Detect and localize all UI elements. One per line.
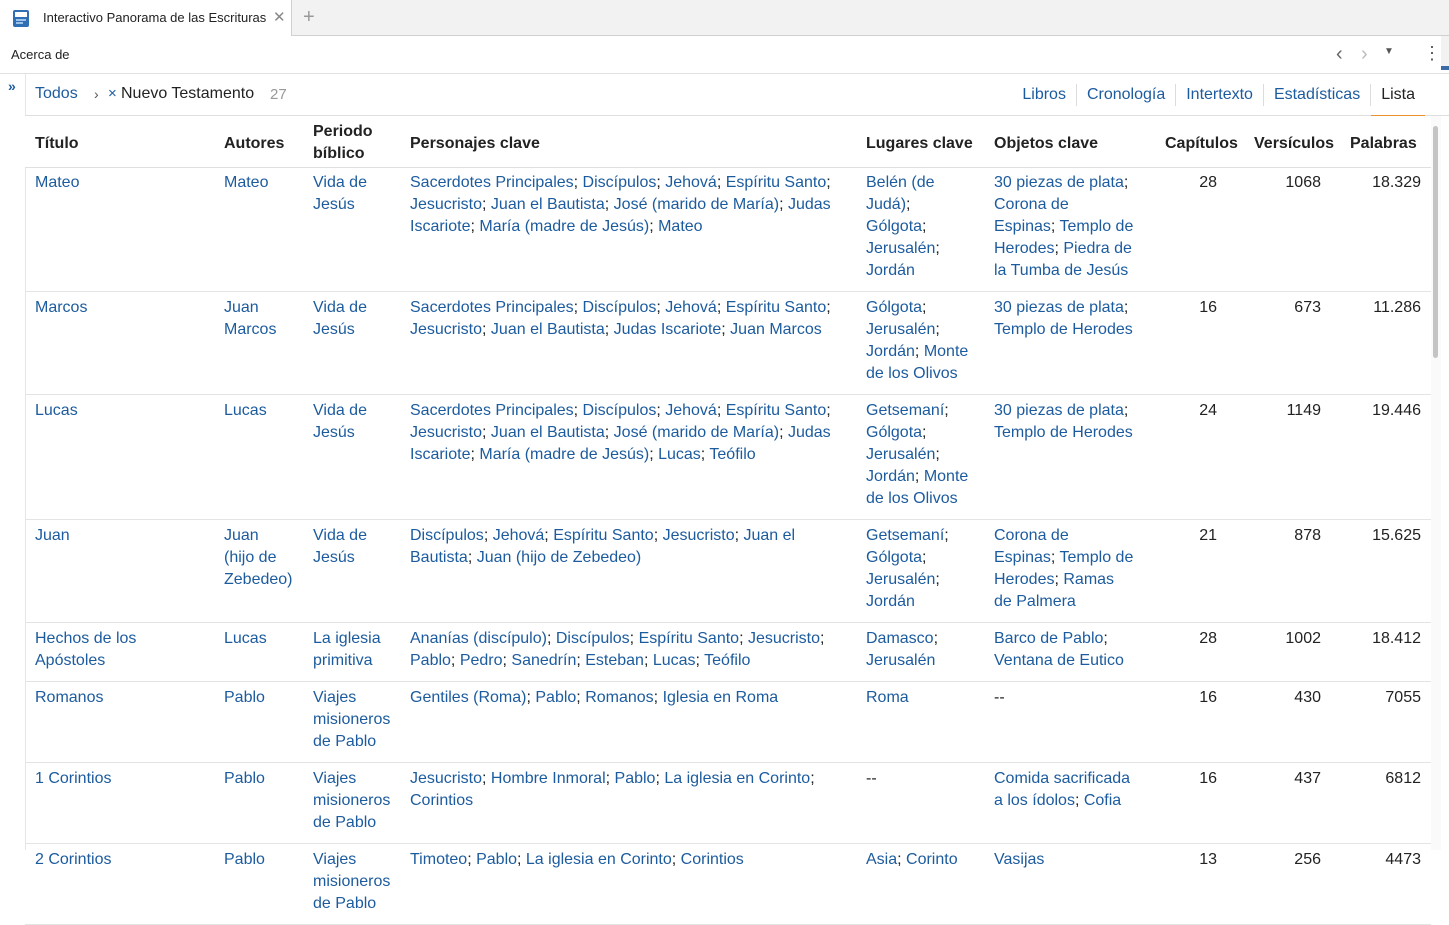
chapters-value: 16 <box>1144 763 1227 844</box>
sidebar-gutter <box>0 74 26 850</box>
empty-value: -- <box>994 689 1005 706</box>
place-link[interactable]: Jerusalén <box>866 571 936 588</box>
tab-view-1[interactable]: Cronología <box>1076 84 1175 106</box>
person-link[interactable]: Jehová <box>665 402 717 419</box>
person-link[interactable]: Jesucristo <box>662 527 735 544</box>
words-value: 15.625 <box>1331 520 1431 623</box>
place-link[interactable]: Gólgota <box>866 549 923 566</box>
person-link[interactable]: Espíritu Santo <box>725 402 827 419</box>
table-row: Hechos de los Apóstoles Lucas La iglesia primitiva Ananías (discípulo); Discípulos; Espíritu Santo; Jesucristo; Pablo; Pedro; Sanedrín; Esteban; Lucas; Teófilo Damasco; Jerusalén Barco de Pablo; Ventana de Eutico 28 1002 18.412 <box>25 623 1431 682</box>
words-value: 19.446 <box>1331 395 1431 520</box>
person-link[interactable]: Judas Iscariote <box>613 321 722 338</box>
verses-value: 1068 <box>1227 167 1331 292</box>
person-link[interactable]: Judas Iscariote <box>410 196 831 235</box>
object-link[interactable]: Ramas de Palmera <box>994 571 1115 610</box>
place-link[interactable]: Getsemaní <box>866 402 945 419</box>
person-link[interactable]: Juan el Bautista <box>410 527 796 566</box>
person-link[interactable]: Espíritu Santo <box>725 174 827 191</box>
tab-view-0[interactable]: Libros <box>1022 86 1066 103</box>
verses-value: 430 <box>1227 682 1331 763</box>
author-link[interactable]: Mateo <box>224 174 269 191</box>
close-icon[interactable]: ✕ <box>273 9 286 26</box>
person-link[interactable]: Espíritu Santo <box>638 630 740 647</box>
person-link[interactable]: Jesucristo <box>410 770 483 787</box>
object-link[interactable]: Comida sacrificada a los ídolos <box>994 770 1131 809</box>
person-link[interactable]: Jehová <box>665 299 717 316</box>
period-link[interactable]: Vida de Jesús <box>313 299 367 338</box>
chapters-value: 21 <box>1144 520 1227 623</box>
column-header-5[interactable]: Objetos clave <box>994 135 1099 152</box>
person-link[interactable]: Discípulos <box>555 630 630 647</box>
chapters-value: 24 <box>1144 395 1227 520</box>
tab-view-3[interactable]: Estadísticas <box>1263 84 1370 106</box>
column-header-6[interactable]: Capítulos <box>1165 135 1238 152</box>
place-link[interactable]: Asia <box>866 851 898 868</box>
author-link[interactable]: Pablo <box>224 689 265 706</box>
book-table <box>25 116 1431 912</box>
object-link[interactable]: Cofia <box>1083 792 1122 809</box>
person-link[interactable]: Pablo <box>476 851 518 868</box>
words-value: 11.286 <box>1331 292 1431 395</box>
place-link[interactable]: Jordán <box>866 593 915 610</box>
breadcrumb-separator: › <box>94 86 99 102</box>
about-link[interactable]: Acerca de <box>11 47 70 62</box>
panel-edge <box>1441 36 1449 70</box>
book-title-link[interactable]: Lucas <box>35 402 78 419</box>
book-title-link[interactable]: 2 Corintios <box>35 851 112 868</box>
book-title-link[interactable]: 1 Corintios <box>35 770 112 787</box>
person-link[interactable]: Sacerdotes Principales <box>410 174 574 191</box>
object-link[interactable]: Templo de Herodes <box>994 549 1134 588</box>
person-link[interactable]: Discípulos <box>582 402 657 419</box>
result-count: 27 <box>270 86 287 103</box>
words-value: 6812 <box>1331 763 1431 844</box>
place-link[interactable]: Jordán <box>866 468 915 485</box>
plus-icon[interactable]: + <box>303 6 315 28</box>
person-link[interactable]: Juan el Bautista <box>490 321 605 338</box>
table-header <box>25 116 1431 168</box>
person-link[interactable]: Pablo <box>535 689 577 706</box>
chevron-left-icon[interactable]: ‹ <box>1336 43 1343 65</box>
book-title-link[interactable]: Hechos de los Apóstoles <box>35 630 137 669</box>
column-header-8[interactable]: Palabras <box>1350 135 1417 152</box>
verses-value: 256 <box>1227 844 1331 925</box>
place-link[interactable]: Getsemaní <box>866 527 945 544</box>
person-link[interactable]: Iglesia en Roma <box>662 689 779 706</box>
person-link[interactable]: Discípulos <box>582 174 657 191</box>
tab-panorama[interactable] <box>0 0 292 36</box>
object-link[interactable]: Templo de Herodes <box>994 424 1133 441</box>
verses-value: 1002 <box>1227 623 1331 682</box>
person-link[interactable]: Espíritu Santo <box>725 299 827 316</box>
panel-toolbar <box>0 36 1449 74</box>
place-link[interactable]: Jordán <box>866 343 915 360</box>
double-chevron-right-icon[interactable]: » <box>8 78 16 94</box>
book-title-link[interactable]: Juan <box>35 527 70 544</box>
person-link[interactable]: Jesucristo <box>410 196 483 213</box>
person-link[interactable]: José (marido de María) <box>613 424 780 441</box>
words-value: 4473 <box>1331 844 1431 925</box>
chapters-value: 16 <box>1144 682 1227 763</box>
person-link[interactable]: Jesucristo <box>410 424 483 441</box>
place-link[interactable]: Monte de los Olivos <box>866 468 969 507</box>
person-link[interactable]: Sacerdotes Principales <box>410 299 574 316</box>
chapters-value: 16 <box>1144 292 1227 395</box>
object-link[interactable]: Barco de Pablo <box>994 630 1104 647</box>
chevron-right-icon[interactable]: › <box>1361 43 1368 65</box>
chapters-value: 13 <box>1144 844 1227 925</box>
author-link[interactable]: Lucas <box>224 630 267 647</box>
period-link[interactable]: La iglesia primitiva <box>313 630 381 669</box>
table-row: Lucas Lucas Vida de Jesús Sacerdotes Principales; Discípulos; Jehová; Espíritu Santo; Jesucristo; Juan el Bautista; José (marido de María); Judas Iscariote; María (madre de Jesús); Lucas; Teófilo Getsemaní; Gólgota; Jerusalén; Jordán; Monte de los Olivos 30 piezas de plata; Templo de Herodes 24 1149 19.446 <box>25 395 1431 520</box>
person-link[interactable]: La iglesia en Corinto <box>525 851 672 868</box>
verses-value: 673 <box>1227 292 1331 395</box>
column-header-0[interactable]: Título <box>35 135 79 152</box>
period-link[interactable]: Viajes misioneros de Pablo <box>313 770 391 831</box>
column-header-2[interactable]: Periodo bíblico <box>313 123 373 162</box>
place-link[interactable]: Roma <box>866 689 909 706</box>
object-link[interactable]: Piedra de la Tumba de Jesús <box>994 240 1132 279</box>
object-link[interactable]: Vasijas <box>994 851 1045 868</box>
place-link[interactable]: Jerusalén <box>866 240 936 257</box>
filter-bar <box>25 74 1449 116</box>
period-link[interactable]: Viajes misioneros de Pablo <box>313 851 391 912</box>
person-link[interactable]: Jehová <box>492 527 545 544</box>
person-link[interactable]: Jehová <box>665 174 717 191</box>
place-link[interactable]: Damasco <box>866 630 934 647</box>
person-link[interactable]: María (madre de Jesús) <box>479 218 650 235</box>
person-link[interactable]: José (marido de María) <box>613 196 780 213</box>
chapters-value: 28 <box>1144 623 1227 682</box>
person-link[interactable]: Teófilo <box>709 446 756 463</box>
book-title-link[interactable]: Marcos <box>35 299 88 316</box>
person-link[interactable]: La iglesia en Corinto <box>664 770 811 787</box>
person-link[interactable]: Discípulos <box>582 299 657 316</box>
place-link[interactable]: Belén (de Judá) <box>866 174 935 213</box>
tab-view-2[interactable]: Intertexto <box>1175 84 1263 106</box>
place-link[interactable]: Jerusalén <box>866 446 936 463</box>
person-link[interactable]: Juan (hijo de Zebedeo) <box>476 549 642 566</box>
place-link[interactable]: Gólgota <box>866 218 923 235</box>
place-link[interactable]: Jerusalén <box>866 321 936 338</box>
person-link[interactable]: Sanedrín <box>511 652 577 669</box>
column-header-3[interactable]: Personajes clave <box>410 135 540 152</box>
object-link[interactable]: Corona de Espinas <box>994 527 1069 566</box>
person-link[interactable]: Pablo <box>410 652 451 669</box>
person-link[interactable]: Hombre Inmoral <box>490 770 606 787</box>
person-link[interactable]: Lucas <box>658 446 701 463</box>
tab-view-4[interactable]: Lista <box>1370 84 1425 106</box>
chapters-value: 28 <box>1144 167 1227 292</box>
person-link[interactable]: Gentiles (Roma) <box>410 689 527 706</box>
breadcrumb-current: Nuevo Testamento <box>121 85 255 102</box>
column-header-7[interactable]: Versículos <box>1254 135 1335 152</box>
words-value: 18.329 <box>1331 167 1431 292</box>
place-link[interactable]: Jordán <box>866 262 915 279</box>
author-link[interactable]: Pablo <box>224 851 265 868</box>
person-link[interactable]: Mateo <box>658 218 703 235</box>
table-row: Marcos Juan Marcos Vida de Jesús Sacerdotes Principales; Discípulos; Jehová; Espíritu Santo; Jesucristo; Juan el Bautista; Judas Iscariote; Juan Marcos Gólgota; Jerusalén; Jordán; Monte de los Olivos 30 piezas de plata; Templo de Herodes 16 673 11.286 <box>25 292 1431 395</box>
person-link[interactable]: Espíritu Santo <box>553 527 654 544</box>
period-link[interactable]: Vida de Jesús <box>313 402 367 441</box>
place-link[interactable]: Jerusalén <box>866 652 936 669</box>
person-link[interactable]: Juan Marcos <box>730 321 822 338</box>
words-value: 18.412 <box>1331 623 1431 682</box>
person-link[interactable]: Esteban <box>585 652 644 669</box>
person-link[interactable]: Ananías (discípulo) <box>410 630 547 647</box>
person-link[interactable]: Corintios <box>410 792 474 809</box>
column-header-4[interactable]: Lugares clave <box>866 135 973 152</box>
table-row: 1 Corintios Pablo Viajes misioneros de Pablo Jesucristo; Hombre Inmoral; Pablo; La iglesia en Corinto; Corintios -- Comida sacrificada a los ídolos; Cofia 16 437 6812 <box>25 763 1431 844</box>
author-link[interactable]: Pablo <box>224 770 265 787</box>
column-header-1[interactable]: Autores <box>224 135 285 152</box>
object-link[interactable]: 30 piezas de plata <box>994 299 1124 316</box>
object-link[interactable]: Corona de Espinas <box>994 196 1069 235</box>
place-link[interactable]: Monte de los Olivos <box>866 343 969 382</box>
tab-strip <box>0 0 1449 36</box>
object-link[interactable]: 30 piezas de plata <box>994 174 1124 191</box>
words-value: 7055 <box>1331 682 1431 763</box>
scrollbar-thumb[interactable] <box>1433 126 1438 358</box>
object-link[interactable]: Ventana de Eutico <box>994 652 1124 669</box>
person-link[interactable]: Pablo <box>614 770 656 787</box>
period-link[interactable]: Vida de Jesús <box>313 527 367 566</box>
table-body <box>25 167 1431 925</box>
history-dropdown-icon[interactable]: ▼ <box>1384 46 1394 57</box>
person-link[interactable]: Pedro <box>459 652 503 669</box>
author-link[interactable]: Lucas <box>224 402 267 419</box>
object-link[interactable]: 30 piezas de plata <box>994 402 1124 419</box>
person-link[interactable]: Discípulos <box>410 527 484 544</box>
person-link[interactable]: Sacerdotes Principales <box>410 402 574 419</box>
table-row: Romanos Pablo Viajes misioneros de Pablo Gentiles (Roma); Pablo; Romanos; Iglesia en Roma Roma -- 16 430 7055 <box>25 682 1431 763</box>
person-link[interactable]: Corintios <box>680 851 744 868</box>
period-link[interactable]: Vida de Jesús <box>313 174 367 213</box>
verses-value: 1149 <box>1227 395 1331 520</box>
table-row: 2 Corintios Pablo Viajes misioneros de Pablo Timoteo; Pablo; La iglesia en Corinto; Corintios Asia; Corinto Vasijas 13 256 4473 <box>25 844 1431 925</box>
view-switcher <box>1012 74 1425 116</box>
period-link[interactable]: Viajes misioneros de Pablo <box>313 689 391 750</box>
object-link[interactable]: Templo de Herodes <box>994 218 1134 257</box>
object-link[interactable]: Templo de Herodes <box>994 321 1133 338</box>
place-link[interactable]: Gólgota <box>866 299 923 316</box>
person-link[interactable]: Judas Iscariote <box>410 424 831 463</box>
author-link[interactable]: Juan Marcos <box>224 299 277 338</box>
person-link[interactable]: Timoteo <box>410 851 468 868</box>
book-title-link[interactable]: Mateo <box>35 174 80 191</box>
table-row: Mateo Mateo Vida de Jesús Sacerdotes Principales; Discípulos; Jehová; Espíritu Santo; Jesucristo; Juan el Bautista; José (marido de María); Judas Iscariote; María (madre de Jesús); Mateo Belén (de Judá); Gólgota; Jerusalén; Jordán 30 piezas de plata; Corona de Espinas; Templo de Herodes; Piedra de la Tumba de Jesús 28 1068 18.329 <box>25 167 1431 292</box>
place-link[interactable]: Gólgota <box>866 424 923 441</box>
person-link[interactable]: Jesucristo <box>747 630 820 647</box>
place-link[interactable]: Corinto <box>906 851 958 868</box>
empty-value: -- <box>866 770 877 787</box>
verses-value: 437 <box>1227 763 1331 844</box>
person-link[interactable]: Romanos <box>585 689 654 706</box>
person-link[interactable]: Lucas <box>652 652 696 669</box>
tab-title: Interactivo Panorama de las Escrituras <box>43 10 267 25</box>
breadcrumb-all[interactable]: Todos <box>35 85 78 102</box>
person-link[interactable]: Teófilo <box>704 652 751 669</box>
table-row: Juan Juan (hijo de Zebedeo) Vida de Jesús Discípulos; Jehová; Espíritu Santo; Jesucristo; Juan el Bautista; Juan (hijo de Zebedeo) Getsemaní; Gólgota; Jerusalén; Jordán Corona de Espinas; Templo de Herodes; Ramas de Palmera 21 878 15.625 <box>25 520 1431 623</box>
book-icon <box>12 8 30 28</box>
person-link[interactable]: Juan el Bautista <box>490 196 605 213</box>
person-link[interactable]: Juan el Bautista <box>490 424 605 441</box>
kebab-icon[interactable]: ⋮ <box>1423 43 1441 63</box>
person-link[interactable]: María (madre de Jesús) <box>479 446 650 463</box>
person-link[interactable]: Jesucristo <box>410 321 483 338</box>
remove-filter-icon[interactable]: × <box>108 85 117 102</box>
panel-edge-accent <box>1441 66 1449 70</box>
book-title-link[interactable]: Romanos <box>35 689 104 706</box>
author-link[interactable]: Juan (hijo de Zebedeo) <box>224 527 293 588</box>
verses-value: 878 <box>1227 520 1331 623</box>
